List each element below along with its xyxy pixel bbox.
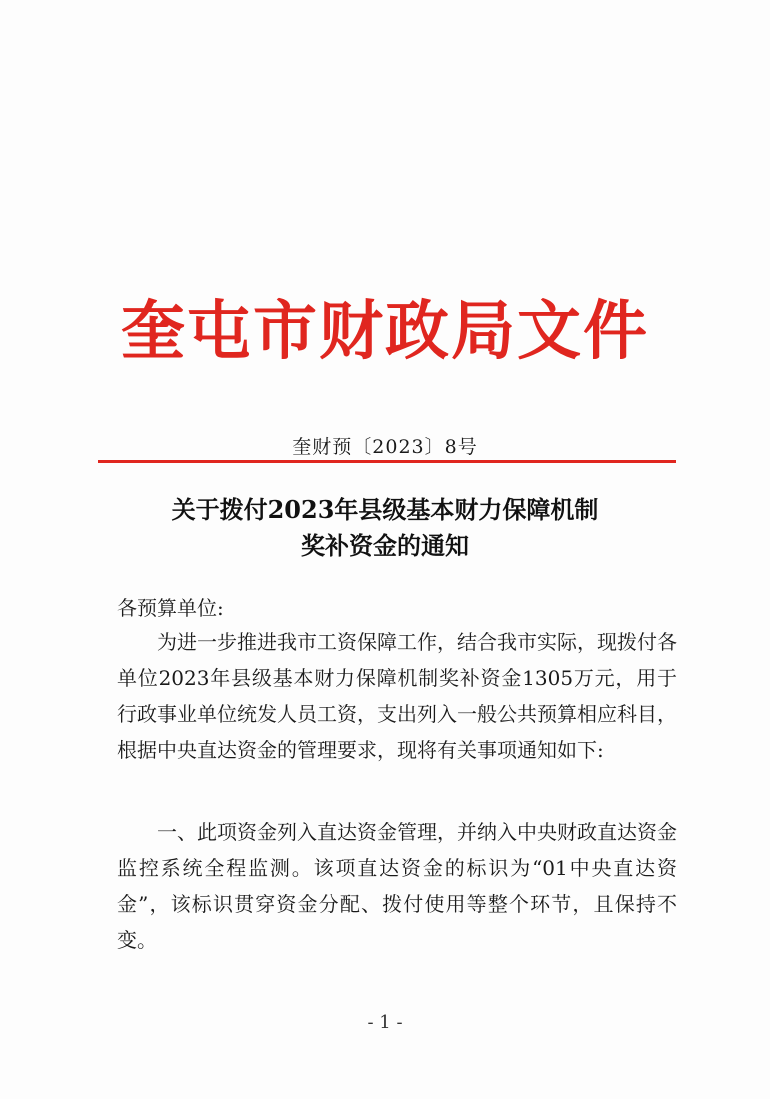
notice-title-line-1: 关于拨付2023年县级基本财力保障机制: [171, 495, 599, 524]
issuing-authority-header: 奎屯市财政局文件: [121, 295, 649, 369]
addressee: 各预算单位:: [117, 596, 224, 620]
body-paragraph: 为进一步推进我市工资保障工作，结合我市实际，现拨付各单位2023年县级基本财力保障机制奖补资金1305万元，用于行政事业单位统发人员工资，支出列入一般公共预算相应科目，根据中央直达资金的管理要求，现将有关事项通知如下:: [117, 630, 677, 762]
red-divider-line: [98, 460, 676, 463]
page-number: - 1 -: [367, 1012, 403, 1033]
notice-title-line-2: 奖补资金的通知: [301, 531, 469, 560]
document-number: 奎财预〔2023〕8号: [292, 436, 478, 458]
body-paragraph: 一、此项资金列入直达资金管理，并纳入中央财政直达资金监控系统全程监测。该项直达资金的标识为“01中央直达资金”，该标识贯穿资金分配、拨付使用等整个环节，且保持不变。: [117, 820, 677, 952]
notice-title: [0, 492, 770, 564]
